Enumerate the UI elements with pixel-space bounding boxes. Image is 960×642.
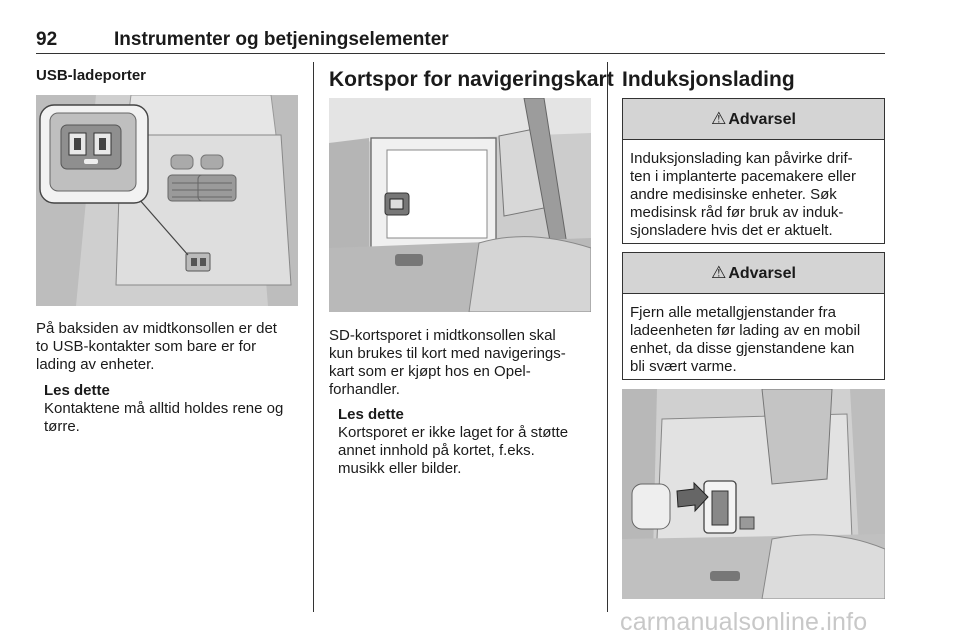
- page-number: 92: [36, 29, 58, 50]
- usb-paragraph: På baksiden av midtkonsollen er det to USB-kontakter som bare er for lading av enheter.: [36, 320, 277, 373]
- usb-ports-illustration: [36, 95, 298, 306]
- sd-slot-illustration: [329, 98, 591, 312]
- sd-paragraph: SD-kortsporet i midtkonsollen skal kun brukes til kort med navigerings- kart som er kjøpt hos en Opel- forhandler.: [329, 327, 566, 398]
- warning-body: Fjern alle metallgjenstander fra ladeenheten før lading av en mobil enhet, da disse gjenstandene kan bli svært varme.: [630, 304, 861, 375]
- warning-box-pacemaker: [622, 98, 885, 244]
- column-divider: [607, 62, 608, 612]
- note-title: Les dette: [44, 382, 110, 399]
- section-heading-usb: USB-ladeporter: [36, 67, 147, 84]
- section-heading-sd: Kortspor for navigeringskart: [329, 68, 614, 91]
- warning-header: ⚠ Advarsel: [623, 253, 884, 294]
- usb-note: Les dette Kontaktene må alltid holdes rene og tørre.: [44, 382, 284, 435]
- warning-box-metal: [622, 252, 885, 380]
- section-heading-induction: Induksjonslading: [622, 68, 795, 91]
- watermark: carmanualsonline.info: [620, 608, 868, 636]
- induction-charger-illustration: [622, 389, 885, 599]
- column-divider: [313, 62, 314, 612]
- warning-triangle-icon: ⚠: [711, 109, 727, 128]
- warning-triangle-icon: ⚠: [711, 263, 727, 282]
- note-title: Les dette: [338, 406, 404, 423]
- page-title: Instrumenter og betjeningselementer: [114, 29, 449, 50]
- warning-body: Induksjonslading kan påvirke drif- ten i implanterte pacemakere eller andre medisinske enheter. Søk medisinsk råd før bruk av induk- sjonsladere hvis det er aktuelt.: [630, 150, 856, 239]
- sd-note: Les dette Kortsporet er ikke laget for å støtte annet innhold på kortet, f.eks. musikk eller bilder.: [338, 406, 569, 477]
- warning-header: ⚠ Advarsel: [623, 99, 884, 140]
- page-header: [36, 29, 885, 54]
